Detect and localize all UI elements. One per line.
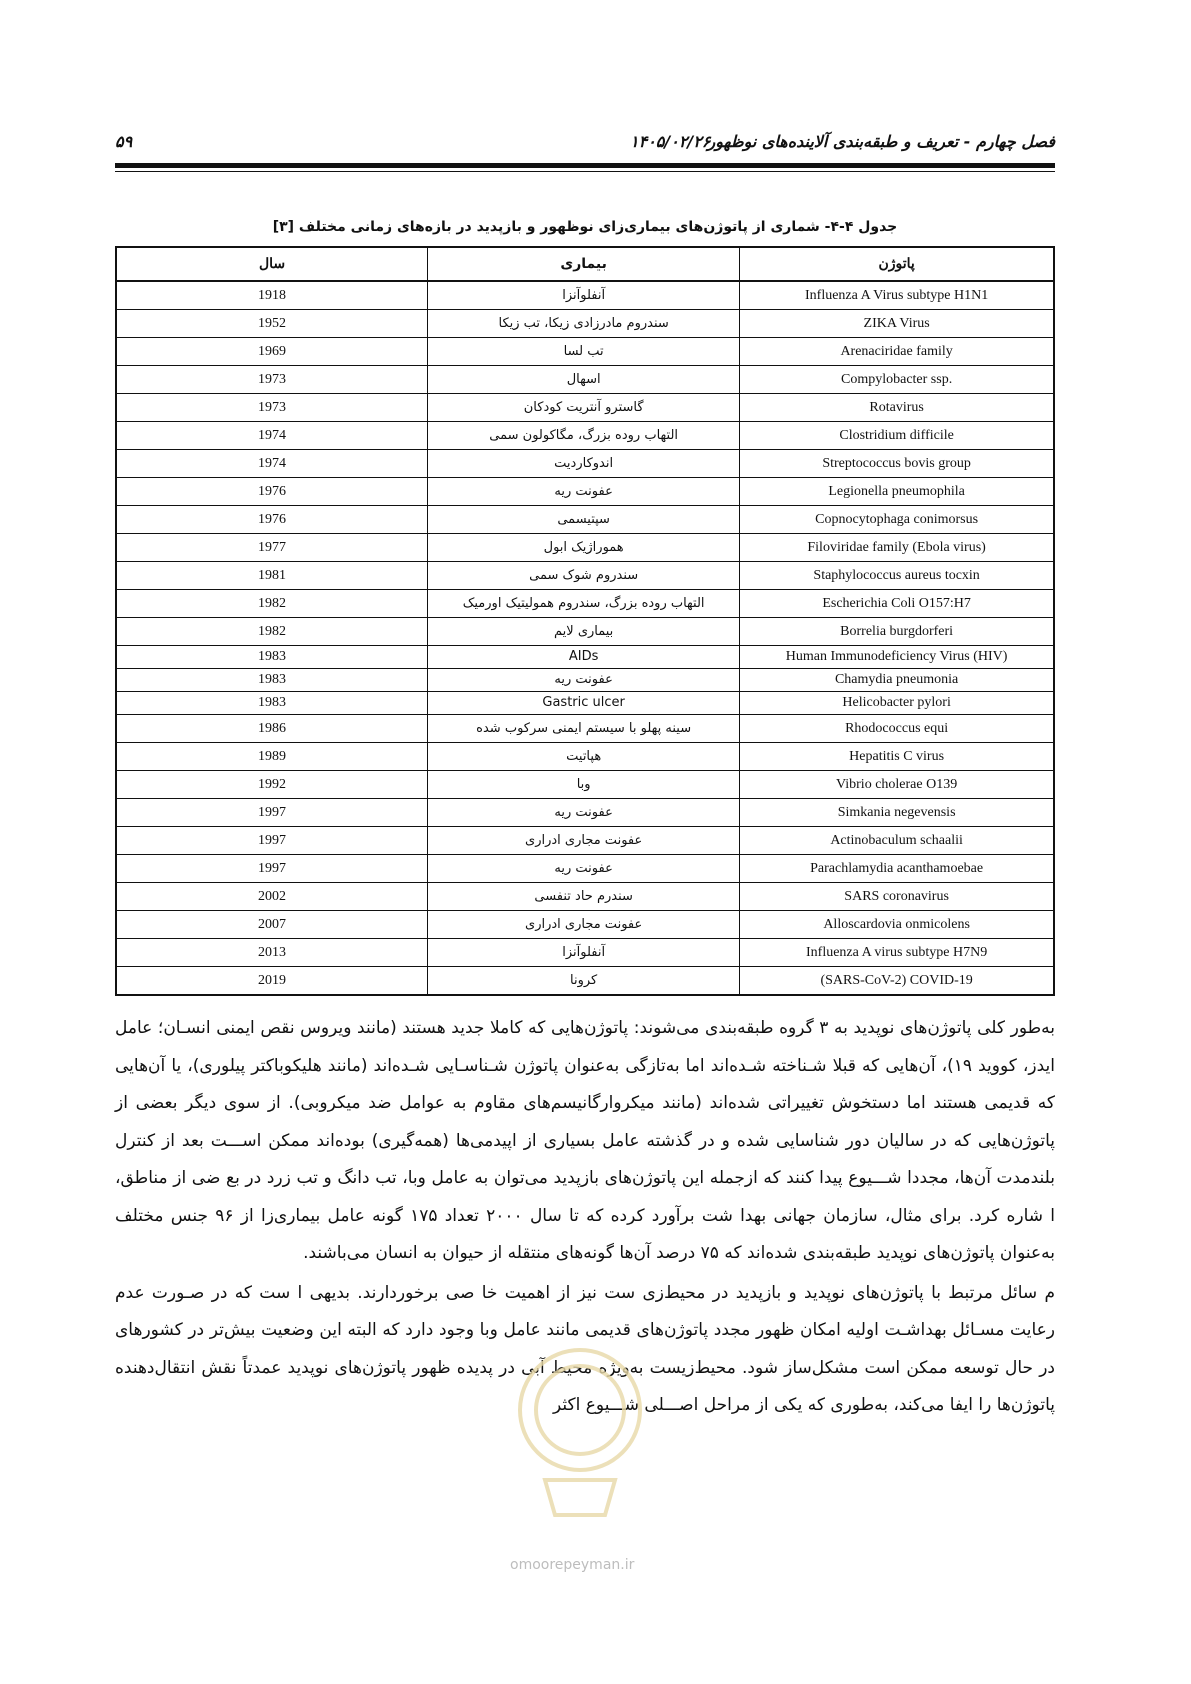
table-row <box>116 827 1054 855</box>
disease-cell: گاسترو آنتریت کودکان <box>428 394 740 422</box>
pathogen-cell: ZIKA Virus <box>740 310 1054 338</box>
year-cell: 1981 <box>116 562 428 590</box>
pathogen-cell: Chamydia pneumonia <box>740 669 1054 692</box>
disease-cell: سندروم شوک سمی <box>428 562 740 590</box>
header-rule-thin <box>115 171 1055 172</box>
pathogen-cell: Rotavirus <box>740 394 1054 422</box>
disease-cell: سندروم مادرزادی زیکا، تب زیکا <box>428 310 740 338</box>
pathogen-cell: Actinobaculum schaalii <box>740 827 1054 855</box>
disease-cell: هموراژیک ابول <box>428 534 740 562</box>
year-cell: 2019 <box>116 967 428 996</box>
table-row <box>116 692 1054 715</box>
year-cell: 1918 <box>116 281 428 310</box>
table-row <box>116 646 1054 669</box>
disease-cell: تب لسا <box>428 338 740 366</box>
page-header <box>115 128 1055 164</box>
disease-cell: اسهال <box>428 366 740 394</box>
disease-cell: Gastric ulcer <box>428 692 740 715</box>
disease-cell: عفونت مجاری ادراری <box>428 827 740 855</box>
year-cell: 1952 <box>116 310 428 338</box>
pathogen-cell: Copnocytophaga conimorsus <box>740 506 1054 534</box>
pathogen-cell: Vibrio cholerae O139 <box>740 771 1054 799</box>
table-row <box>116 855 1054 883</box>
disease-cell: عفونت ریه <box>428 478 740 506</box>
paragraph: م سائل مرتبط با پاتوژن‌های نوپدید و بازپدید در محیط‌زی ست نیز از اهمیت خا صی برخوردارند. بدیهی ا ست که در صـورت عدم رعایت مسـائل بهداشـت اولیه امکان ظهور مجدد پاتوژن‌های قدیمی مانند عامل وبا وجود دارد که البته این وضعیت بیش‌تر در کشورهای در حال توسعه ممکن است مشکل‌ساز شود. محیط‌زیست به‌ویژه محیط آبی در پدیده ظهور پاتوژن‌های نوپدید عمدتاً نقش انتقال‌دهنده پاتوژن‌ها را ایفا می‌کند، به‌طوری که یکی از مراحل اصـــلی شـــیوع اکثر <box>115 1282 1055 1415</box>
disease-cell: سینه پهلو با سیستم ایمنی سرکوب شده <box>428 715 740 743</box>
year-cell: 1992 <box>116 771 428 799</box>
table-row <box>116 939 1054 967</box>
pathogen-cell: Influenza A virus subtype H7N9 <box>740 939 1054 967</box>
pathogen-cell: Arenaciridae family <box>740 338 1054 366</box>
year-cell: 1997 <box>116 799 428 827</box>
year-cell: 1973 <box>116 394 428 422</box>
disease-cell: AIDs <box>428 646 740 669</box>
year-cell: 2013 <box>116 939 428 967</box>
disease-cell: هپاتیت <box>428 743 740 771</box>
table-row <box>116 366 1054 394</box>
year-cell: 1977 <box>116 534 428 562</box>
table-row <box>116 506 1054 534</box>
disease-cell: التهاب روده بزرگ، سندروم همولیتیک اورمیک <box>428 590 740 618</box>
disease-cell: سپتیسمی <box>428 506 740 534</box>
table-row <box>116 562 1054 590</box>
column-header-year: سال <box>116 247 428 281</box>
year-cell: 2007 <box>116 911 428 939</box>
year-cell: 1983 <box>116 692 428 715</box>
disease-cell: آنفلوآنزا <box>428 281 740 310</box>
year-cell: 1997 <box>116 827 428 855</box>
chapter-title: فصل چهارم - تعریف و طبقه‌بندی آلاینده‌های نوظهور <box>707 132 1055 151</box>
pathogen-cell: (SARS-CoV-2) COVID-19 <box>740 967 1054 996</box>
year-cell: 1983 <box>116 669 428 692</box>
header-rule-thick <box>115 163 1055 168</box>
year-cell: 1997 <box>116 855 428 883</box>
pathogen-cell: Legionella pneumophila <box>740 478 1054 506</box>
disease-cell: سندرم حاد تنفسی <box>428 883 740 911</box>
table-row <box>116 799 1054 827</box>
paragraph: به‌طور کلی پاتوژن‌های نوپدید به ۳ گروه طبقه‌بندی می‌شوند: پاتوژن‌هایی که کاملا جدید هستند (مانند ویروس نقص ایمنی انسـان؛ عامل ایدز، کووید ۱۹)، آن‌هایی که قبلا شـناخته شـده‌اند اما به‌تازگی به‌عنوان پاتوژن شـناسـایی شـده‌اند (مانند هلیکوباکتر پیلوری)، یا آن‌هایی که قدیمی هستند اما دستخوش تغییراتی شده‌اند (مانند میکروارگانیسم‌های مقاوم به عوامل ضد میکروبی). از سوی دیگر بعضی از پاتوژن‌هایی که در سالیان دور شناسایی شده و در گذشته عامل بسیاری از اپیدمی‌ها (همه‌گیری) بوده‌اند ممکن اســـت بعد از کنترل بلندمدت آن‌ها، مجددا شـــیوع پیدا کنند که ازجمله این پاتوژن‌های بازپدید می‌توان به عامل وبا، تب دانگ و تب زرد در بع ضی از مناطق، ا شاره کرد. برای مثال، سازمان جهانی بهدا شت برآورد کرده که تا سال ۲۰۰۰ تعداد ۱۷۵ گونه عامل بیماری‌زا از ۹۶ جنس مختلف به‌عنوان پاتوژن‌های نوپدید طبقه‌بندی شده‌اند که ۷۵ درصد آن‌ها گونه‌های منتقله از حیوان به انسان می‌باشند. <box>115 1018 1056 1263</box>
disease-cell: التهاب روده بزرگ، مگاکولون سمی <box>428 422 740 450</box>
pathogen-cell: Borrelia burgdorferi <box>740 618 1054 646</box>
pathogen-cell: Simkania negevensis <box>740 799 1054 827</box>
year-cell: 1983 <box>116 646 428 669</box>
disease-cell: بیماری لایم <box>428 618 740 646</box>
disease-cell: عفونت ریه <box>428 669 740 692</box>
year-cell: 1982 <box>116 618 428 646</box>
body-text <box>115 1010 1055 1425</box>
pathogen-cell: Human Immunodeficiency Virus (HIV) <box>740 646 1054 669</box>
pathogen-cell: Parachlamydia acanthamoebae <box>740 855 1054 883</box>
year-cell: 1982 <box>116 590 428 618</box>
table-row <box>116 967 1054 996</box>
table-row <box>116 590 1054 618</box>
pathogen-table <box>115 246 1055 996</box>
pathogen-cell: Alloscardovia onmicolens <box>740 911 1054 939</box>
watermark-site: omoorepeyman.ir <box>510 1557 635 1573</box>
year-cell: 1973 <box>116 366 428 394</box>
year-cell: 2002 <box>116 883 428 911</box>
pathogen-cell: Staphylococcus aureus tocxin <box>740 562 1054 590</box>
disease-cell: اندوکاردیت <box>428 450 740 478</box>
disease-cell: وبا <box>428 771 740 799</box>
year-cell: 1974 <box>116 422 428 450</box>
pathogen-cell: Rhodococcus equi <box>740 715 1054 743</box>
table-row <box>116 422 1054 450</box>
table-row <box>116 743 1054 771</box>
table-row <box>116 883 1054 911</box>
pathogen-cell: Clostridium difficile <box>740 422 1054 450</box>
table-row <box>116 310 1054 338</box>
pathogen-cell: Compylobacter ssp. <box>740 366 1054 394</box>
table-header-row <box>116 247 1054 281</box>
disease-cell: عفونت ریه <box>428 855 740 883</box>
pathogen-cell: Helicobacter pylori <box>740 692 1054 715</box>
year-cell: 1989 <box>116 743 428 771</box>
page-number: ۵۹ <box>115 132 133 151</box>
year-cell: 1976 <box>116 478 428 506</box>
table-row <box>116 618 1054 646</box>
table-row <box>116 715 1054 743</box>
year-cell: 1986 <box>116 715 428 743</box>
table-row <box>116 450 1054 478</box>
disease-cell: عفونت مجاری ادراری <box>428 911 740 939</box>
table-row <box>116 478 1054 506</box>
table-row <box>116 338 1054 366</box>
table-row <box>116 534 1054 562</box>
year-cell: 1976 <box>116 506 428 534</box>
table-row <box>116 669 1054 692</box>
pathogen-cell: Filoviridae family (Ebola virus) <box>740 534 1054 562</box>
pathogen-cell: SARS coronavirus <box>740 883 1054 911</box>
table-caption: جدول ۴-۴- شماری از پاتوژن‌های بیماری‌زای نوظهور و بازپدید در بازه‌های زمانی مختلف [۳] <box>272 219 898 235</box>
table-row <box>116 911 1054 939</box>
table-row <box>116 281 1054 310</box>
pathogen-cell: Streptococcus bovis group <box>740 450 1054 478</box>
disease-cell: عفونت ریه <box>428 799 740 827</box>
table-row <box>116 394 1054 422</box>
year-cell: 1974 <box>116 450 428 478</box>
disease-cell: آنفلوآنزا <box>428 939 740 967</box>
column-header-pathogen: پاتوژن <box>740 247 1054 281</box>
table-row <box>116 771 1054 799</box>
year-cell: 1969 <box>116 338 428 366</box>
pathogen-cell: Escherichia Coli O157:H7 <box>740 590 1054 618</box>
disease-cell: کرونا <box>428 967 740 996</box>
pathogen-cell: Influenza A Virus subtype H1N1 <box>740 281 1054 310</box>
header-date: ۱۴۰۵/۰۲/۲۶ <box>630 132 711 151</box>
column-header-disease: بیماری <box>428 247 740 281</box>
pathogen-cell: Hepatitis C virus <box>740 743 1054 771</box>
